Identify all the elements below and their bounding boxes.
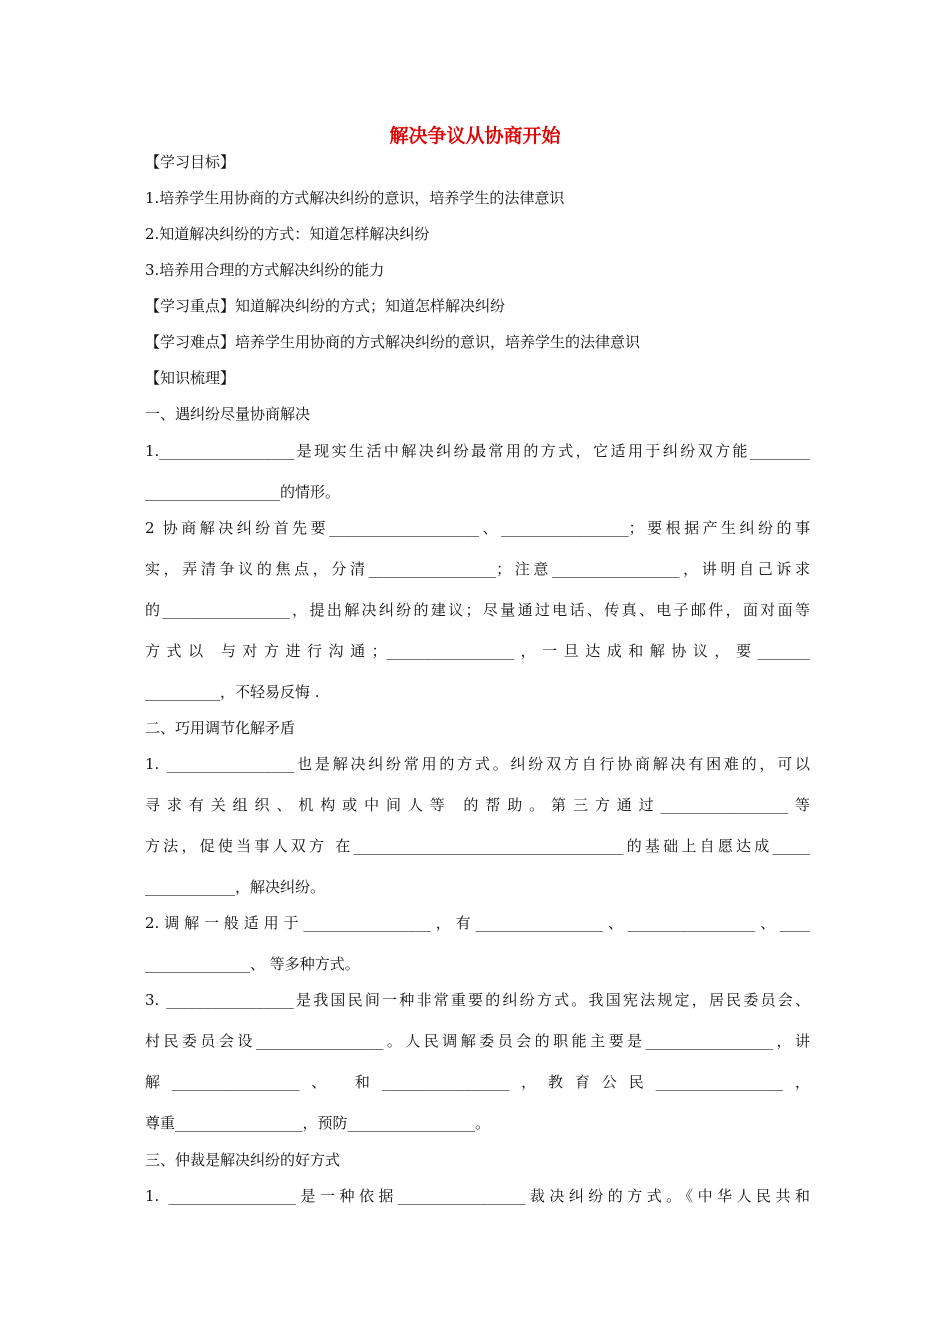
- document-title: 解决争议从协商开始: [389, 125, 561, 147]
- fill-in-line: ______________、 等多种方式。: [145, 955, 360, 973]
- fill-in-line: 村民委员会设_________________。人民调解委员会的职能主要是_________________，讲: [145, 1032, 810, 1050]
- fill-in-line: ____________，解决纠纷。: [145, 878, 326, 896]
- fill-in-line: 方式以 与对方进行沟通；_________________，一旦达成和解协议，要_______: [145, 642, 810, 660]
- fill-in-line: 的_________________，提出解决纠纷的建议；尽量通过电话、传真、电子邮件，面对面等: [145, 601, 810, 619]
- objective-item: 1.培养学生用协商的方式解决纠纷的意识，培养学生的法律意识: [145, 189, 565, 207]
- part-heading-mediation: 二、巧用调节化解矛盾: [145, 719, 296, 737]
- fill-in-line: 1. _________________是一种依据_________________裁决纠纷的方式。《中华人民共和: [145, 1187, 810, 1205]
- fill-in-line: 实，弄清争议的焦点，分清_________________；注意_________________，讲明自己诉求: [145, 560, 810, 578]
- fill-in-line: 3. _________________是我国民间一种非常重要的纠纷方式。我国宪法规定，居民委员会、: [145, 991, 810, 1009]
- fill-in-line: __________，不轻易反悔 .: [145, 683, 320, 701]
- key-points: 【学习重点】知道解决纠纷的方式；知道怎样解决纠纷: [145, 297, 506, 315]
- fill-in-line: 2 协商解决纠纷首先要____________________、_________________；要根据产生纠纷的事: [145, 519, 810, 537]
- part-heading-negotiation: 一、遇纠纷尽量协商解决: [145, 405, 311, 423]
- fill-in-line: 2.调解一般适用于_________________，有_________________、_________________、____: [145, 914, 810, 932]
- objective-item: 2.知道解决纠纷的方式：知道怎样解决纠纷: [145, 225, 430, 243]
- fill-in-line: 方法，促使当事人双方 在____________________________________的基础上自愿达成_____: [145, 837, 810, 855]
- fill-in-line: __________________的情形。: [145, 483, 341, 501]
- section-heading-knowledge: 【知识梳理】: [145, 369, 236, 387]
- difficult-points: 【学习难点】培养学生用协商的方式解决纠纷的意识，培养学生的法律意识: [145, 333, 641, 351]
- fill-in-line: 尊重_________________，预防_________________。: [145, 1114, 491, 1132]
- section-heading-objectives: 【学习目标】: [145, 153, 236, 171]
- fill-in-line: 1.__________________是现实生活中解决纠纷最常用的方式，它适用于纠纷双方能________: [145, 442, 810, 460]
- objective-item: 3.培养用合理的方式解决纠纷的能力: [145, 261, 385, 279]
- fill-in-line: 解_________________、 和_________________，教育公民_________________，: [145, 1073, 810, 1091]
- fill-in-line: 寻求有关组织、机构或中间人等 的帮助。第三方通过_________________等: [145, 796, 810, 814]
- part-heading-arbitration: 三、仲裁是解决纠纷的好方式: [145, 1151, 341, 1169]
- fill-in-line: 1. _________________也是解决纠纷常用的方式。纠纷双方自行协商解决有困难的，可以: [145, 755, 810, 773]
